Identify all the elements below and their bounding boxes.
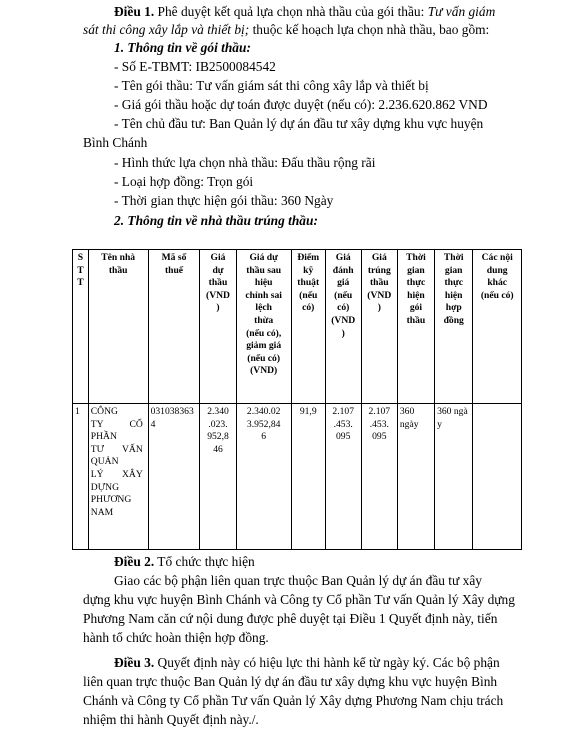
header-other-content: Các nội dung khác (nếu có) bbox=[473, 250, 522, 404]
cell-adjusted-price: 2.340.02 3.952,84 6 bbox=[236, 404, 291, 550]
article2-line-2: dựng khu vực huyện Bình Chánh và Công ty Cổ phần Tư vấn Quản lý Xây dựng bbox=[83, 592, 515, 607]
article2-line-1: Giao các bộ phận liên quan trực thuộc Ban Quản lý dự án đầu tư xây bbox=[114, 573, 482, 588]
contract-type-line: - Loại hợp đồng: Trọn gói bbox=[114, 174, 254, 189]
cell-eval-price: 2.107 .453. 095 bbox=[325, 404, 361, 550]
header-tax-code: Mã số thuế bbox=[148, 250, 200, 404]
investor-line-1: - Tên chủ đầu tư: Ban Quản lý dự án đầu tư xây dựng khu vực huyện bbox=[114, 116, 484, 131]
header-contract-time: Thời gian thực hiện hợp đồng bbox=[435, 250, 473, 404]
winning-bidder-table bbox=[72, 249, 522, 550]
article1-label: Điều 1. bbox=[114, 4, 155, 19]
article2-label: Điều 2. bbox=[114, 554, 155, 569]
header-adjusted-price: Giá dự thầu sau hiệu chỉnh sai lệch thừa (nếu có), giảm giá (nếu có) (VND) bbox=[236, 250, 291, 404]
article1-text-b: thuộc kế hoạch lựa chọn nhà thầu, bao gồm: bbox=[249, 22, 490, 37]
cell-contractor-name: CÔNG TY CỔ PHẦN TƯ VẤN QUẢN LÝ XÂY DỰNG PHƯƠNG NAM bbox=[88, 404, 148, 550]
cell-bid-price: 2.340 .023. 952,8 46 bbox=[200, 404, 236, 550]
duration-line: - Thời gian thực hiện gói thầu: 360 Ngày bbox=[114, 193, 334, 208]
article2-line-4: hành tổ chức hoàn thiện hợp đồng. bbox=[83, 630, 269, 645]
header-eval-price: Giá đánh giá (nếu có) (VND ) bbox=[325, 250, 361, 404]
header-stt: S T T bbox=[73, 250, 89, 404]
header-bid-price: Giá dự thầu (VND ) bbox=[200, 250, 236, 404]
cell-tax-code: 0310383634 bbox=[148, 404, 200, 550]
cell-other-content bbox=[473, 404, 522, 550]
article1-package-italic-2: sát thi công xây lắp và thiết bị; bbox=[83, 22, 250, 37]
article1-line-2 bbox=[83, 21, 489, 39]
article1-package-italic-1: Tư vấn giám bbox=[427, 4, 496, 19]
table-header-row bbox=[73, 250, 522, 404]
article3-line-4: nhiệm thi hành Quyết định này./. bbox=[83, 712, 259, 727]
cell-stt: 1 bbox=[73, 404, 89, 550]
article3-line-2: liên quan trực thuộc Ban Quản lý dự án đầu tư xây dựng khu vực huyện Bình bbox=[83, 674, 498, 689]
article2-heading bbox=[114, 553, 255, 571]
cell-tech-score: 91,9 bbox=[291, 404, 325, 550]
header-tech-score: Điểm kỹ thuật (nếu có) bbox=[291, 250, 325, 404]
article1-line-1 bbox=[114, 3, 495, 21]
selection-method-line: - Hình thức lựa chọn nhà thầu: Đấu thầu rộng rãi bbox=[114, 155, 376, 170]
cell-package-time: 360 ngày bbox=[397, 404, 434, 550]
cell-contract-time: 360 ngày bbox=[435, 404, 473, 550]
article2-title: Tổ chức thực hiện bbox=[154, 554, 255, 569]
package-price-line: - Giá gói thầu hoặc dự toán được duyệt (nếu có): 2.236.620.862 VND bbox=[114, 97, 488, 112]
tbmt-line: - Số E-TBMT: IB2500084542 bbox=[114, 59, 276, 74]
header-award-price: Giá trúng thầu (VND ) bbox=[361, 250, 397, 404]
article2-line-3: Phương Nam căn cứ nội dung được phê duyệt tại Điều 1 Quyết định này, tiến bbox=[83, 611, 498, 626]
article3-line-3: Chánh và Công ty Cổ phần Tư vấn Quản lý Xây dựng Phương Nam chịu trách bbox=[83, 693, 504, 708]
header-package-time: Thời gian thực hiện gói thầu bbox=[397, 250, 434, 404]
header-contractor-name: Tên nhà thầu bbox=[88, 250, 148, 404]
article3-line-1 bbox=[114, 654, 500, 672]
investor-line-2: Bình Chánh bbox=[83, 135, 148, 150]
article3-label: Điều 3. bbox=[114, 655, 155, 670]
cell-award-price: 2.107 .453. 095 bbox=[361, 404, 397, 550]
section2-heading: 2. Thông tin về nhà thầu trúng thầu: bbox=[114, 213, 318, 228]
package-name-line: - Tên gói thầu: Tư vấn giám sát thi công xây lắp và thiết bị bbox=[114, 78, 429, 93]
section1-heading: 1. Thông tin về gói thầu: bbox=[114, 40, 251, 55]
table-row bbox=[73, 404, 522, 550]
article3-text-1: Quyết định này có hiệu lực thi hành kể từ ngày ký. Các bộ phận bbox=[154, 655, 500, 670]
article1-text-a: Phê duyệt kết quả lựa chọn nhà thầu của gói thầu: bbox=[154, 4, 428, 19]
